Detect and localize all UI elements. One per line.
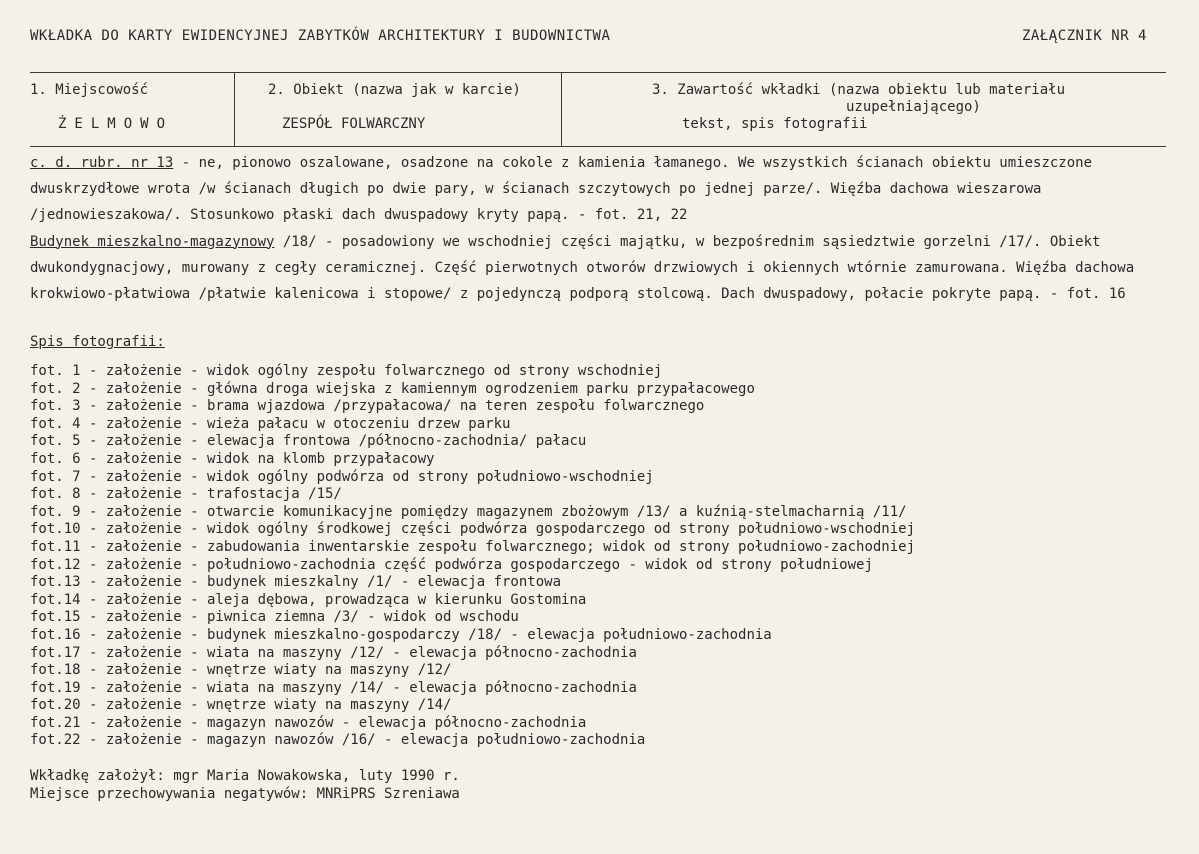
annex-number: ZAŁĄCZNIK NR 4	[1021, 28, 1147, 44]
photo-list-item: fot.12 - założenie - południowo-zachodnia część podwórza gospodarczego - widok od strony południowej	[30, 556, 873, 573]
photo-list-item: fot. 9 - założenie - otwarcie komunikacyjne pomiędzy magazynem zbożowym /13/ a kuźnią-stelmacharnią /11/	[30, 503, 907, 520]
building-heading: Budynek mieszkalno-magazynowy	[30, 233, 275, 250]
column-divider-1	[234, 72, 235, 146]
column-divider-2	[561, 72, 562, 146]
table-bottom-rule	[30, 146, 1166, 147]
photo-list-item: fot. 8 - założenie - trafostacja /15/	[30, 486, 342, 503]
photo-list-item: fot.13 - założenie - budynek mieszkalny /1/ - elewacja frontowa	[30, 574, 562, 591]
photo-list-item: fot. 2 - założenie - główna droga wiejska z kamiennym ogrodzeniem parku przypałacowego	[30, 380, 755, 397]
author-line: Wkładkę założył: mgr Maria Nowakowska, luty 1990 r.	[30, 768, 460, 784]
paragraph-residential-building: Budynek mieszkalno-magazynowy /18/ - posadowiony we wschodniej części majątku, w bezpośrednim sąsiedztwie gorzelni /17/. Obiekt dwukondygnacjowy, murowany z cegły ceramicznej. Część pierwotnych otworów drzwiowych i okiennych wtórnie zamurowana. Więźba dachowa krokwiowo-płatwiowa /płatwie kalenicowa i stopowe/ z pojedynczą podporą stolcową. Dach dwuspadowy, połacie pokryte papą. - fot. 16	[30, 233, 1135, 303]
photo-list-item: fot.18 - założenie - wnętrze wiaty na maszyny /12/	[30, 662, 452, 679]
object-value: ZESPÓŁ FOLWARCZNY	[282, 116, 426, 132]
photo-list-item: fot.16 - założenie - budynek mieszkalno-gospodarczy /18/ - elewacja południowo-zachodnia	[30, 626, 772, 643]
photo-list	[30, 363, 915, 750]
photo-list-item: fot.10 - założenie - widok ogólny środkowej części podwórza gospodarczego od strony południowo-wschodniej	[30, 521, 916, 538]
photo-list-item: fot. 7 - założenie - widok ogólny podwórza od strony południowo-wschodniej	[30, 468, 654, 485]
object-label: 2. Obiekt (nazwa jak w karcie)	[268, 82, 521, 98]
photo-list-item: fot.21 - założenie - magazyn nawozów - elewacja północno-zachodnia	[30, 714, 587, 731]
description-text	[30, 150, 1170, 307]
photo-list-item: fot.19 - założenie - wiata na maszyny /14/ - elewacja północno-zachodnia	[30, 679, 637, 696]
document-title: WKŁADKA DO KARTY EWIDENCYJNEJ ZABYTKÓW ARCHITEKTURY I BUDOWNICTWA	[30, 28, 611, 44]
photo-list-item: fot.17 - założenie - wiata na maszyny /12/ - elewacja północno-zachodnia	[30, 644, 637, 661]
photo-list-item: fot. 4 - założenie - wieża pałacu w otoczeniu drzew parku	[30, 415, 511, 432]
photo-list-heading: Spis fotografii:	[30, 334, 165, 350]
photo-list-item: fot. 1 - założenie - widok ogólny zespołu folwarcznego od strony wschodniej	[30, 363, 663, 379]
photo-list-item: fot. 6 - założenie - widok na klomb przypałacowy	[30, 450, 435, 467]
locality-label: 1. Miejscowość	[30, 82, 149, 98]
paragraph-granary: c. d. rubr. nr 13 - ne, pionowo oszalowane, osadzone na cokole z kamienia łamanego. We wszystkich ścianach obiektu umieszczone dwuskrzydłowe wrota /w ścianach długich po dwie pary, w ścianach szczytowych po jednej parze/. Więźba dachowa wieszarowa /jednowieszakowa/. Stosunkowo płaski dach dwuspadowy kryty papą. - fot. 21, 22	[30, 155, 1093, 224]
locality-value: ŻELMOWO	[58, 116, 174, 132]
photo-list-item: fot.14 - założenie - aleja dębowa, prowadząca w kierunku Gostomina	[30, 591, 587, 608]
photo-list-item: fot.22 - założenie - magazyn nawozów /16/ - elewacja południowo-zachodnia	[30, 732, 646, 749]
photo-list-item: fot. 3 - założenie - brama wjazdowa /przypałacowa/ na teren zespołu folwarcznego	[30, 398, 705, 415]
photo-list-item: fot.15 - założenie - piwnica ziemna /3/ - widok od wschodu	[30, 609, 519, 626]
photo-list-item: fot.20 - założenie - wnętrze wiaty na maszyny /14/	[30, 697, 452, 714]
content-label-line1: 3. Zawartość wkładki (nazwa obiektu lub materiału	[652, 82, 1066, 98]
photo-list-item: fot.11 - założenie - zabudowania inwentarskie zespołu folwarcznego; widok od strony południowo-zachodniej	[30, 538, 916, 555]
photo-list-item: fot. 5 - założenie - elewacja frontowa /północno-zachodnia/ pałacu	[30, 433, 587, 450]
rubric-reference: c. d. rubr. nr 13	[30, 155, 174, 171]
top-rule	[30, 72, 1166, 73]
content-value: tekst, spis fotografii	[682, 116, 868, 132]
content-label-line2: uzupełniającego)	[846, 99, 981, 115]
storage-line: Miejsce przechowywania negatywów: MNRiPRS Szreniawa	[30, 786, 460, 802]
